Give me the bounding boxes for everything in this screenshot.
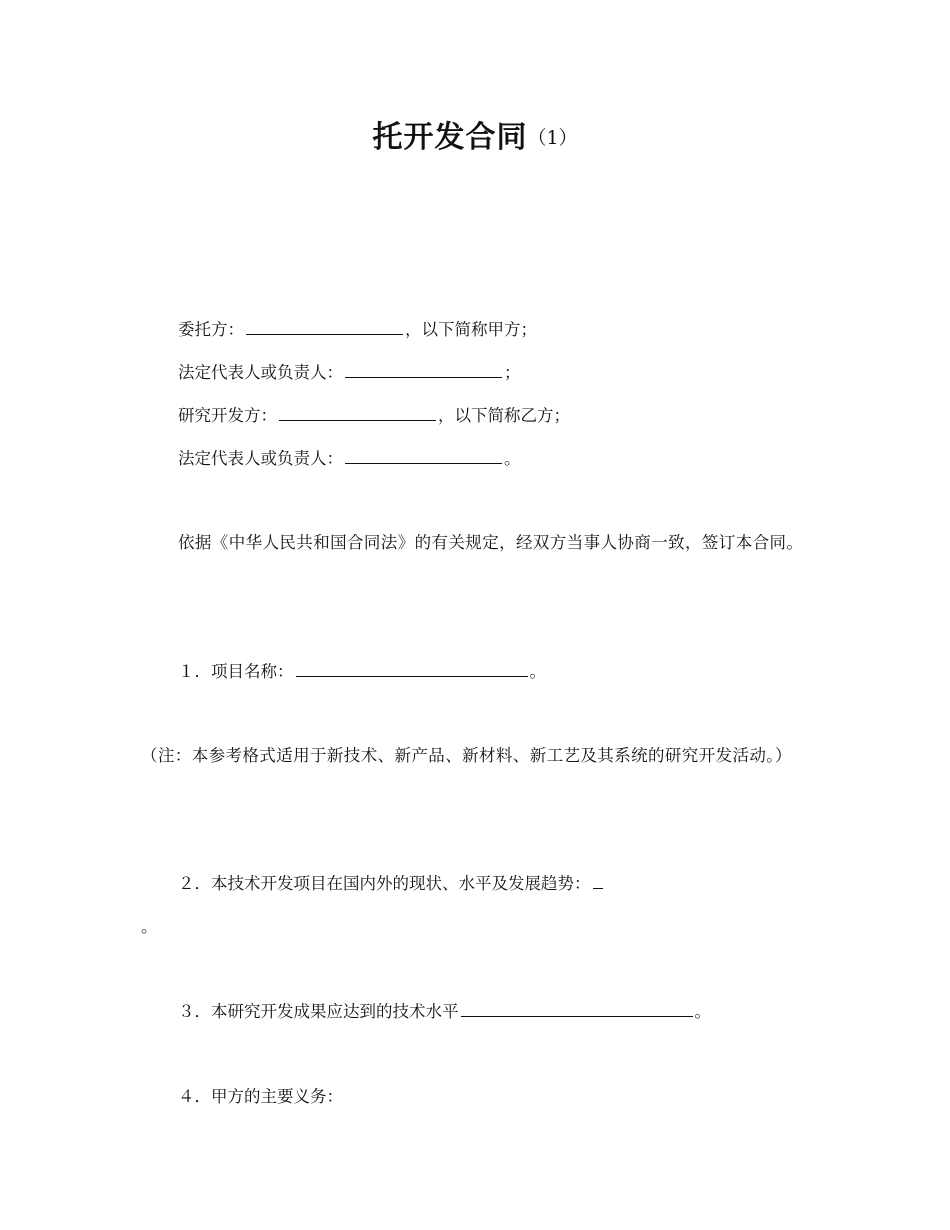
clause-2-end (141, 917, 158, 937)
clause-2-blank (593, 874, 603, 889)
clause-4 (178, 1087, 343, 1107)
client-rep-blank (345, 363, 502, 378)
client-rep-suffix: ； (504, 363, 521, 382)
clause-1-label: １．项目名称： (178, 662, 294, 681)
developer-rep-blank (345, 449, 502, 464)
client-rep-line (178, 363, 521, 383)
clause-3-label: ３．本研究开发成果应达到的技术水平 (178, 1002, 459, 1021)
client-suffix: ，以下简称甲方； (405, 320, 537, 339)
client-blank (246, 320, 403, 335)
developer-blank (279, 406, 436, 421)
document-title (0, 112, 950, 156)
client-rep-label: 法定代表人或负责人： (178, 363, 343, 382)
client-line (178, 320, 537, 340)
developer-rep-suffix: 。 (504, 449, 521, 468)
title-suffix: （1） (527, 127, 578, 149)
clause-3-blank (461, 1002, 693, 1017)
clause-1-suffix: 。 (529, 662, 546, 681)
clause-3 (178, 1002, 711, 1022)
note-paragraph: （注：本参考格式适用于新技术、新产品、新材料、新工艺及其系统的研究开发活动。） (141, 746, 792, 765)
clause-3-suffix: 。 (694, 1002, 711, 1021)
developer-label: 研究开发方： (178, 406, 277, 425)
developer-rep-line (178, 449, 521, 469)
clause-2-label: ２．本技术开发项目在国内外的现状、水平及发展趋势： (178, 874, 591, 893)
title-text: 托开发合同 (372, 120, 528, 155)
clause-2 (178, 874, 605, 894)
clause-4-label: ４．甲方的主要义务： (178, 1087, 343, 1106)
developer-line (178, 406, 570, 426)
intro-paragraph: 依据《中华人民共和国合同法》的有关规定，经双方当事人协商一致，签订本合同。 (178, 533, 804, 552)
developer-suffix: ，以下简称乙方； (438, 406, 570, 425)
clause-1-blank (296, 662, 528, 677)
developer-rep-label: 法定代表人或负责人： (178, 449, 343, 468)
client-label: 委托方： (178, 320, 244, 339)
clause-2-suffix: 。 (141, 917, 158, 936)
clause-1 (178, 662, 546, 682)
